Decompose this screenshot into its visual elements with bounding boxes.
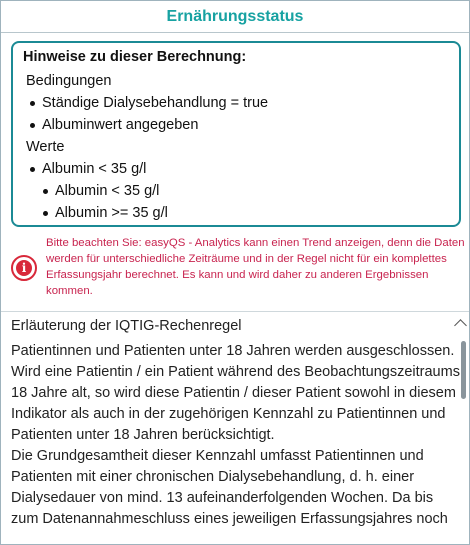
conditions-list	[23, 92, 449, 136]
calculation-hints-box	[11, 41, 461, 227]
value-subitem: Albumin >= 35 g/l	[23, 202, 449, 224]
explanation-paragraph: Die Grundgesamtheit dieser Kennzahl umfasst Patientinnen und Patienten mit einer chronischen Dialysebehandlung, d. h. einer Dialysedauer von mind. 13 aufeinanderfolgenden Wochen. Da bis zum Datenannahmeschluss eines jeweiligen Erfassungsjahres noch	[11, 448, 448, 527]
values-list	[23, 158, 449, 224]
explanation-body	[11, 341, 461, 545]
chevron-up-icon[interactable]	[454, 319, 467, 332]
warning-text: Bitte beachten Sie: easyQS - Analytics kann einen Trend anzeigen, denn die Daten werden für unterschiedliche Zeiträume und in der Regel nicht für ein komplettes Erfassungsjahr berechnet. Es kann und wird daher zu anderen Ergebnissen kommen.	[46, 237, 465, 297]
condition-item: Ständige Dialysebehandlung = true	[23, 92, 449, 114]
hints-heading: Hinweise zu dieser Berechnung:	[23, 49, 247, 65]
condition-item: Albuminwert angegeben	[23, 114, 449, 136]
value-subitem: Albumin < 35 g/l	[23, 180, 449, 202]
explanation-header[interactable]	[1, 312, 470, 340]
explanation-paragraph: Patientinnen und Patienten unter 18 Jahren werden ausgeschlossen. Wird eine Patientin / ein Patient während des Beobachtungszeitraums 18 Jahre alt, so wird diese Patientin / dieser Patient sowohl in diesem Indikator als auch in der zugehörigen Kennzahl zu Patientinnen und Patienten unter 18 Jahren berücksichtigt.	[11, 343, 460, 443]
panel-title: Ernährungsstatus	[1, 1, 469, 33]
values-label: Werte	[26, 139, 65, 155]
trend-warning	[11, 233, 463, 305]
explanation-scrollbar[interactable]	[461, 341, 466, 545]
conditions-label: Bedingungen	[26, 73, 112, 89]
value-item: Albumin < 35 g/l	[23, 158, 449, 180]
explanation-title: Erläuterung der IQTIG-Rechenregel	[11, 318, 242, 334]
info-icon: i	[11, 255, 37, 281]
scrollbar-thumb[interactable]	[461, 341, 466, 399]
